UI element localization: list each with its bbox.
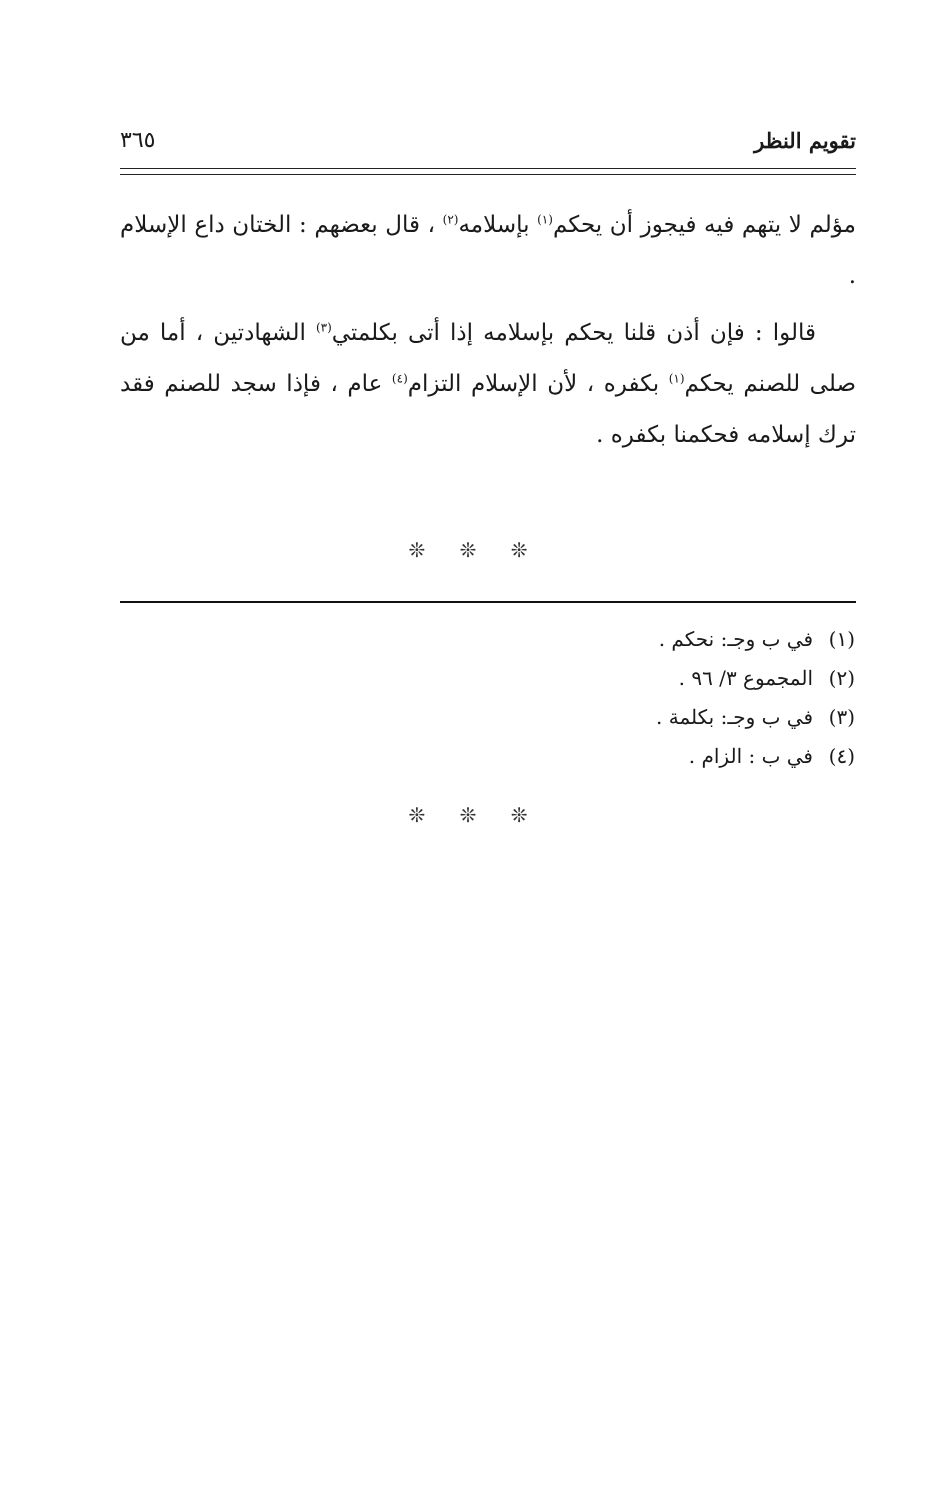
- footnote-rule: [120, 601, 856, 603]
- footnotes-list: [656, 620, 855, 776]
- footnote-ref[interactable]: (٤): [391, 371, 408, 386]
- footnote-ref[interactable]: (١): [668, 371, 685, 386]
- text-run: بإسلامه: [458, 212, 538, 238]
- header-rule-bottom: [120, 174, 856, 175]
- text-run: قالوا : فإن أذن قلنا يحكم بإسلامه إذا أتى بكلمتي: [331, 320, 816, 346]
- footnote-number: (٢): [828, 666, 855, 690]
- footnote-item: [656, 737, 855, 776]
- footnote-ref[interactable]: (٢): [442, 212, 459, 227]
- text-run: بكفره ، لأن الإسلام التزام: [407, 371, 669, 397]
- paragraph-2: [120, 308, 856, 461]
- footnote-text: في ب : الزام .: [688, 744, 813, 768]
- end-separator: ❊ ❊ ❊: [408, 803, 542, 827]
- footnote-number: (١): [828, 627, 855, 651]
- page-number: ٣٦٥: [120, 128, 156, 153]
- running-header: [120, 128, 856, 162]
- footnote-ref[interactable]: (١): [537, 212, 553, 227]
- footnote-number: (٤): [828, 744, 855, 768]
- text-run: عام ، فإذا سجد للصنم فقد ترك إسلامه فحكمنا بكفره .: [120, 371, 856, 448]
- footnote-text: في ب وجـ: بكلمة .: [656, 705, 813, 729]
- footnote-ref[interactable]: (٣): [315, 320, 332, 335]
- book-title: تقويم النظر: [754, 128, 856, 153]
- footnote-number: (٣): [828, 705, 855, 729]
- section-separator: ❊ ❊ ❊: [408, 538, 542, 562]
- text-run: مؤلم لا يتهم فيه فيجوز أن يحكم: [552, 212, 856, 238]
- main-text: [120, 200, 856, 461]
- text-run: ، قال بعضهم : الختان داع الإسلام .: [120, 212, 856, 289]
- footnote-text: في ب وجـ: نحكم .: [658, 627, 813, 651]
- header-rule-top: [120, 168, 856, 169]
- paragraph-1: [120, 200, 856, 302]
- footnote-text: المجموع ٣/ ٩٦ .: [678, 666, 813, 690]
- footnote-item: [656, 698, 855, 737]
- footnote-item: [656, 659, 855, 698]
- footnote-item: [656, 620, 855, 659]
- text-run: الشهادتين ، أما من صلى للصنم يحكم: [120, 320, 856, 397]
